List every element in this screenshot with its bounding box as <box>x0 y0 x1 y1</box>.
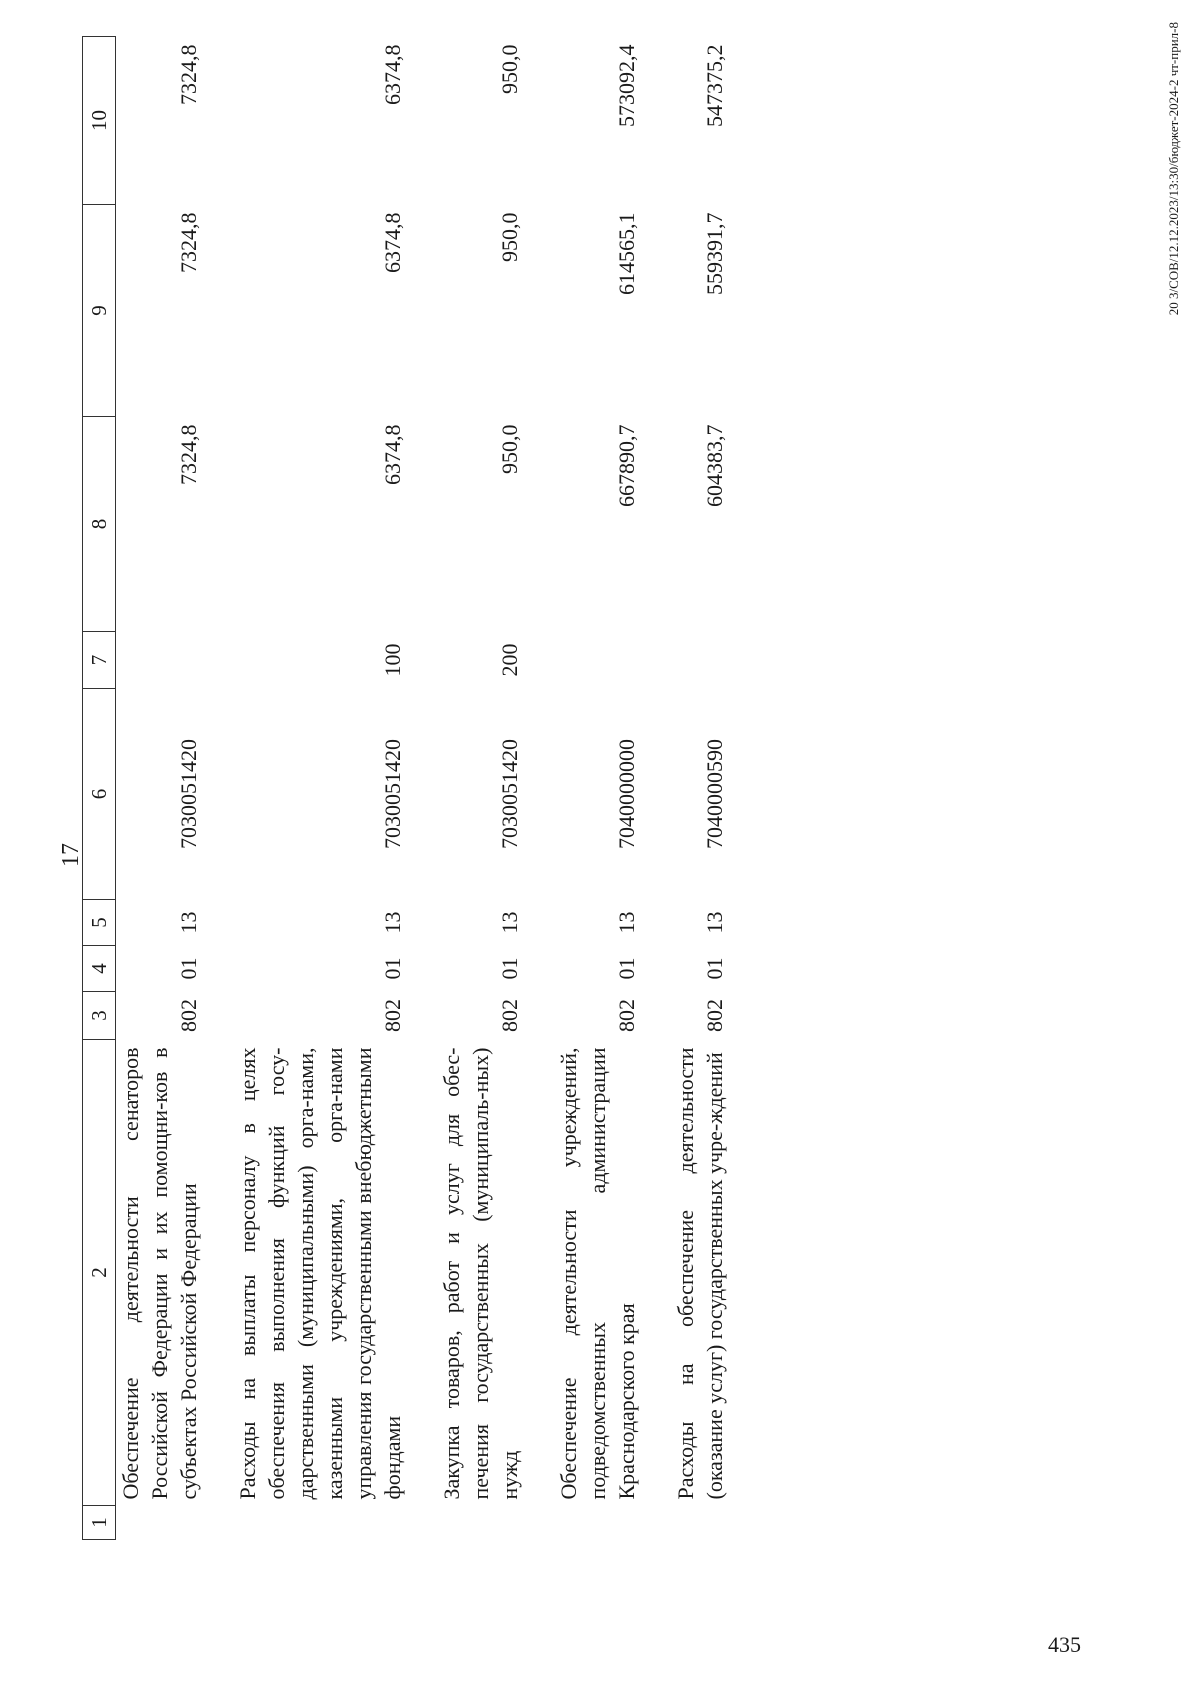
row-ministry-code: 802 <box>614 999 639 1032</box>
table-row <box>437 37 524 1540</box>
header-row <box>83 37 116 1540</box>
row-spacer <box>524 37 554 1540</box>
col-header-10: 10 <box>83 37 116 205</box>
row-name: Расходы на обеспечение деятельности (оказание услуг) государственных учре-ждений <box>673 1047 727 1500</box>
row-amount-1: 7324,8 <box>176 424 201 485</box>
col-header-3: 3 <box>83 992 116 1040</box>
budget-table <box>82 36 729 1540</box>
col-header-5: 5 <box>83 900 116 946</box>
row-section-code: 01 <box>702 957 727 980</box>
row-expense-type <box>116 632 204 689</box>
row-name: Обеспечение деятельности учреждений, подведомственных администрации Краснодарского края <box>556 1047 639 1500</box>
row-subsection-code: 13 <box>702 911 727 934</box>
row-target-code: 7040000000 <box>614 739 639 849</box>
row-expense-type: 200 <box>497 643 522 677</box>
row-spacer <box>203 37 233 1540</box>
row-section-code: 01 <box>176 957 201 980</box>
row-spacer <box>407 37 437 1540</box>
row-expense-type <box>671 632 729 689</box>
col-header-8: 8 <box>83 417 116 632</box>
row-name: Обеспечение деятельности сенаторов Российской Федерации и их помощни-ков в субъектах Российской Федерации <box>118 1047 201 1500</box>
row-expense-type: 100 <box>380 643 405 677</box>
row-subsection-code: 13 <box>614 911 639 934</box>
page-number: 17 <box>58 843 84 867</box>
row-amount-3: 6374,8 <box>380 44 405 105</box>
table-row <box>233 37 407 1540</box>
row-amount-2: 614565,1 <box>614 212 639 295</box>
row-amount-3: 950,0 <box>497 44 522 94</box>
col-header-9: 9 <box>83 205 116 417</box>
row-target-code: 7030051420 <box>380 739 405 849</box>
row-amount-2: 7324,8 <box>176 212 201 273</box>
row-amount-2: 6374,8 <box>380 212 405 273</box>
row-section-code: 01 <box>497 957 522 980</box>
row-amount-1: 950,0 <box>497 424 522 474</box>
row-section-code: 01 <box>380 957 405 980</box>
row-amount-3: 547375,2 <box>702 44 727 127</box>
col-header-1: 1 <box>83 1506 116 1540</box>
row-target-code: 7040000590 <box>702 739 727 849</box>
row-amount-2: 559391,7 <box>702 212 727 295</box>
row-spacer <box>641 37 671 1540</box>
row-ministry-code: 802 <box>702 999 727 1032</box>
row-amount-3: 573092,4 <box>614 44 639 127</box>
sheet-number: 435 <box>1048 1632 1081 1657</box>
row-ministry-code: 802 <box>380 999 405 1032</box>
row-ministry-code: 802 <box>176 999 201 1032</box>
row-target-code: 7030051420 <box>176 739 201 849</box>
row-expense-type <box>554 632 641 689</box>
row-name: Расходы на выплаты персоналу в целях обеспечения выполнения функций госу-дарственными (муниципальными) орга-нами, казенными учреждениями, орга-нами управления государственными внебюджетными фондами <box>235 1047 405 1500</box>
row-amount-3: 7324,8 <box>176 44 201 105</box>
row-amount-1: 6374,8 <box>380 424 405 485</box>
row-subsection-code: 13 <box>497 911 522 934</box>
col-header-2: 2 <box>83 1040 116 1506</box>
row-target-code: 7030051420 <box>497 739 522 849</box>
row-section-code: 01 <box>614 957 639 980</box>
col-header-6: 6 <box>83 689 116 900</box>
row-name: Закупка товаров, работ и услуг для обес-печения государственных (муниципаль-ных) нужд <box>439 1047 522 1500</box>
row-amount-2: 950,0 <box>497 212 522 262</box>
col-header-7: 7 <box>83 632 116 689</box>
footer-document-code: 20 3/СОВ/12.12.2023/13:30/бюджет-2024-2 чт-прил-8 <box>1166 22 1181 316</box>
table-row <box>554 37 641 1540</box>
table-row <box>671 37 729 1540</box>
row-amount-1: 604383,7 <box>702 424 727 507</box>
row-ministry-code: 802 <box>497 999 522 1032</box>
row-subsection-code: 13 <box>380 911 405 934</box>
row-amount-1: 667890,7 <box>614 424 639 507</box>
col-header-4: 4 <box>83 946 116 992</box>
table-row <box>116 37 204 1540</box>
row-subsection-code: 13 <box>176 911 201 934</box>
